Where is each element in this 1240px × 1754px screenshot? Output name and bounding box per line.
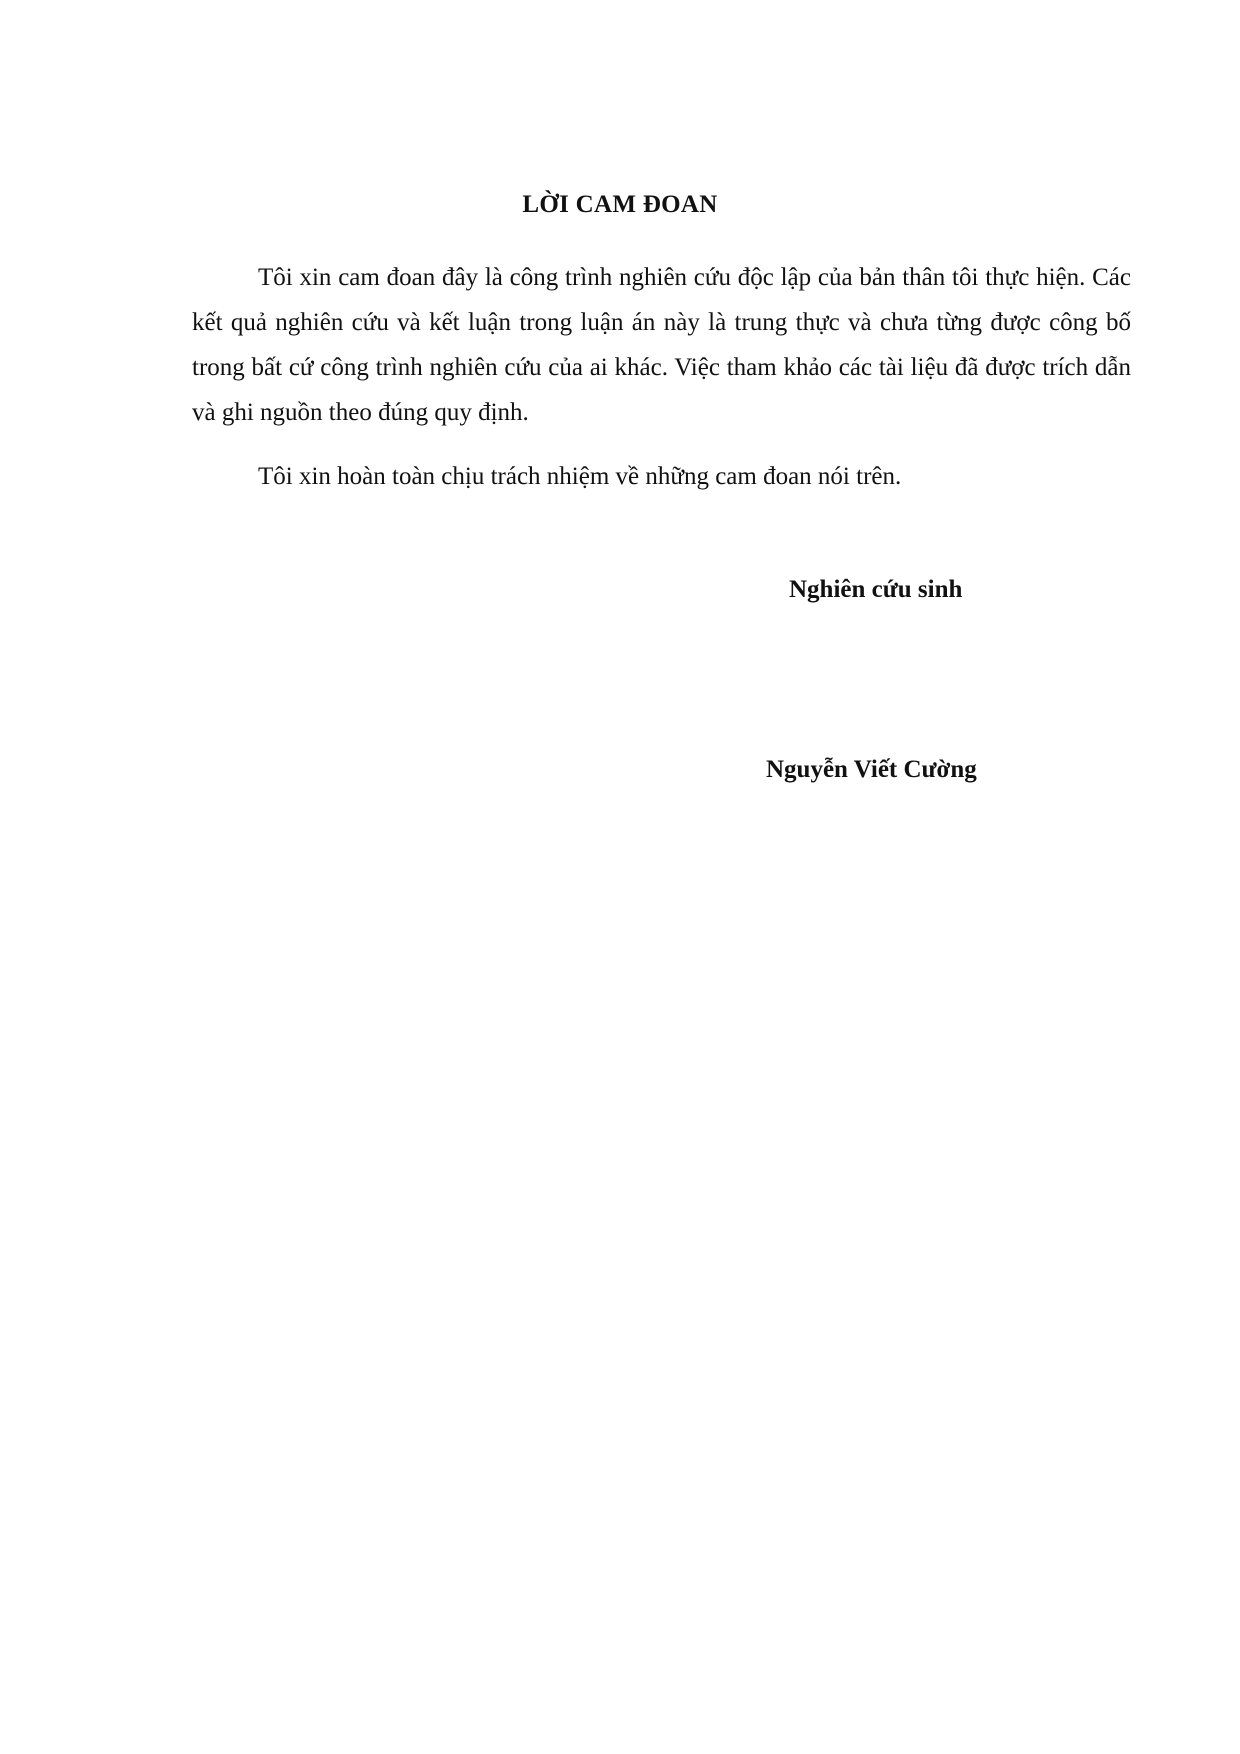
signature-role: Nghiên cứu sinh	[789, 576, 963, 603]
declaration-paragraph: Tôi xin cam đoan đây là công trình nghiên cứu độc lập của bản thân tôi thực hiện. Các kết quả nghiên cứu và kết luận trong luận án này là trung thực và chưa từng được công bố trong bất cứ công trình nghiên cứu của ai khác. Việc tham khảo các tài liệu đã được trích dẫn và ghi nguồn theo đúng quy định.	[192, 264, 1131, 426]
signature-name: Nguyễn Viết Cường	[766, 756, 977, 783]
page-title: LỜI CAM ĐOAN	[522, 191, 718, 218]
responsibility-paragraph: Tôi xin hoàn toàn chịu trách nhiệm về những cam đoan nói trên.	[258, 463, 902, 490]
